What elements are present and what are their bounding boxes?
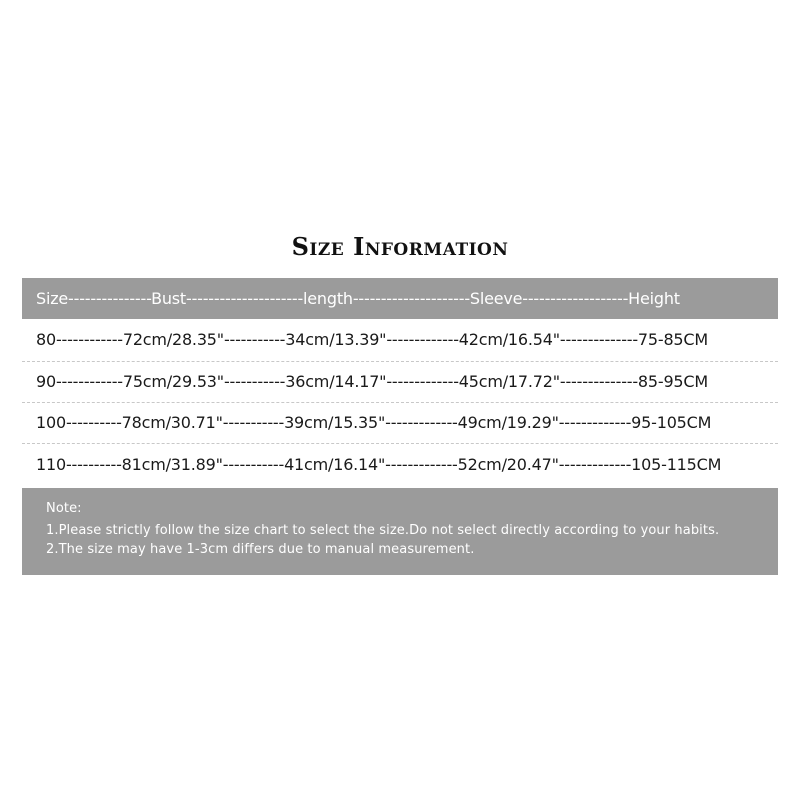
- row-divider: [22, 443, 778, 444]
- table-row-text: 100----------78cm/30.71"-----------39cm/15.35"-------------49cm/19.29"-------------95-105CM: [36, 413, 712, 432]
- note-box: [22, 488, 778, 575]
- note-line-2: 2.The size may have 1-3cm differs due to manual measurement.: [46, 542, 475, 557]
- table-row: [22, 320, 778, 360]
- table-row: [22, 403, 778, 443]
- note-line-1: 1.Please strictly follow the size chart to select the size.Do not select directly according to your habits.: [46, 523, 720, 538]
- table-header-text: Size---------------Bust---------------------length---------------------Sleeve-------------------Height: [36, 289, 680, 308]
- note-heading: Note:: [46, 501, 82, 516]
- table-header: [22, 278, 778, 319]
- table-row-text: 80------------72cm/28.35"-----------34cm/13.39"-------------42cm/16.54"--------------75-85CM: [36, 330, 708, 349]
- table-row: [22, 362, 778, 402]
- table-row-text: 110----------81cm/31.89"-----------41cm/16.14"-------------52cm/20.47"-------------105-115CM: [36, 455, 722, 474]
- table-row: [22, 445, 778, 485]
- page-title: Size Information: [291, 232, 509, 261]
- table-row-text: 90------------75cm/29.53"-----------36cm/14.17"-------------45cm/17.72"--------------85-95CM: [36, 372, 708, 391]
